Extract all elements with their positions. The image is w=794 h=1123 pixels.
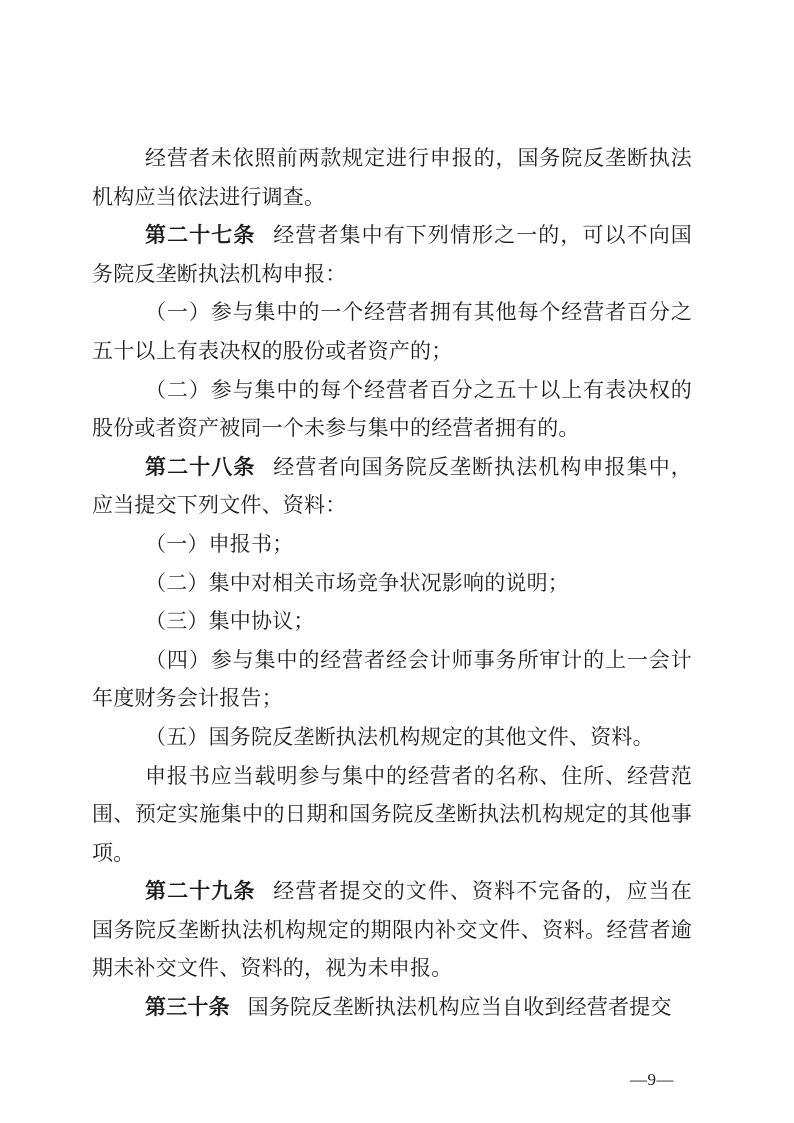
paragraph-text: （一）参与集中的一个经营者拥有其他每个经营者百分之五十以上有表决权的股份或者资产的； bbox=[92, 300, 692, 363]
paragraph bbox=[92, 448, 692, 525]
paragraph-text: （二）集中对相关市场竞争状况影响的说明； bbox=[145, 570, 569, 595]
article-number: 第二十九条 bbox=[145, 879, 256, 904]
paragraph-text: 国务院反垄断执法机构应当自收到经营者提交 bbox=[247, 995, 672, 1020]
document-body bbox=[92, 139, 692, 1027]
article-number: 第二十七条 bbox=[145, 223, 256, 248]
paragraph-text: 经营者集中有下列情形之一的，可以不向国务院反垄断执法机构申报： bbox=[92, 223, 693, 286]
article-number: 第二十八条 bbox=[145, 454, 256, 479]
paragraph-text: 经营者未依照前两款规定进行申报的，国务院反垄断执法机构应当依法进行调查。 bbox=[92, 146, 692, 209]
paragraph bbox=[92, 602, 692, 641]
paragraph bbox=[92, 872, 692, 988]
paragraph bbox=[92, 988, 692, 1027]
paragraph bbox=[92, 641, 692, 718]
paragraph bbox=[92, 216, 692, 293]
paragraph-text: （五）国务院反垄断执法机构规定的其他文件、资料。 bbox=[145, 724, 654, 749]
paragraph-text: （一）申报书； bbox=[145, 531, 294, 556]
paragraph bbox=[92, 371, 692, 448]
paragraph-text: 经营者提交的文件、资料不完备的，应当在国务院反垄断执法机构规定的期限内补交文件、资料。经营者逾期未补交文件、资料的，视为未申报。 bbox=[92, 879, 693, 981]
paragraph-text: （二）参与集中的每个经营者百分之五十以上有表决权的股份或者资产被同一个未参与集中的经营者拥有的。 bbox=[92, 377, 692, 441]
paragraph bbox=[92, 757, 692, 873]
paragraph bbox=[92, 718, 692, 757]
paragraph bbox=[92, 293, 692, 370]
paragraph-text: 申报书应当载明参与集中的经营者的名称、住所、经营范围、预定实施集中的日期和国务院反垄断执法机构规定的其他事项。 bbox=[92, 763, 692, 865]
paragraph-text: （三）集中协议； bbox=[145, 609, 315, 634]
paragraph bbox=[92, 139, 692, 216]
paragraph bbox=[92, 564, 692, 603]
paragraph-text: 经营者向国务院反垄断执法机构申报集中，应当提交下列文件、资料： bbox=[92, 454, 693, 518]
paragraph bbox=[92, 525, 692, 564]
article-number: 第三十条 bbox=[145, 995, 230, 1020]
paragraph-text: （四）参与集中的经营者经会计师事务所审计的上一会计年度财务会计报告； bbox=[92, 647, 692, 711]
page-number: —9— bbox=[630, 1070, 674, 1089]
